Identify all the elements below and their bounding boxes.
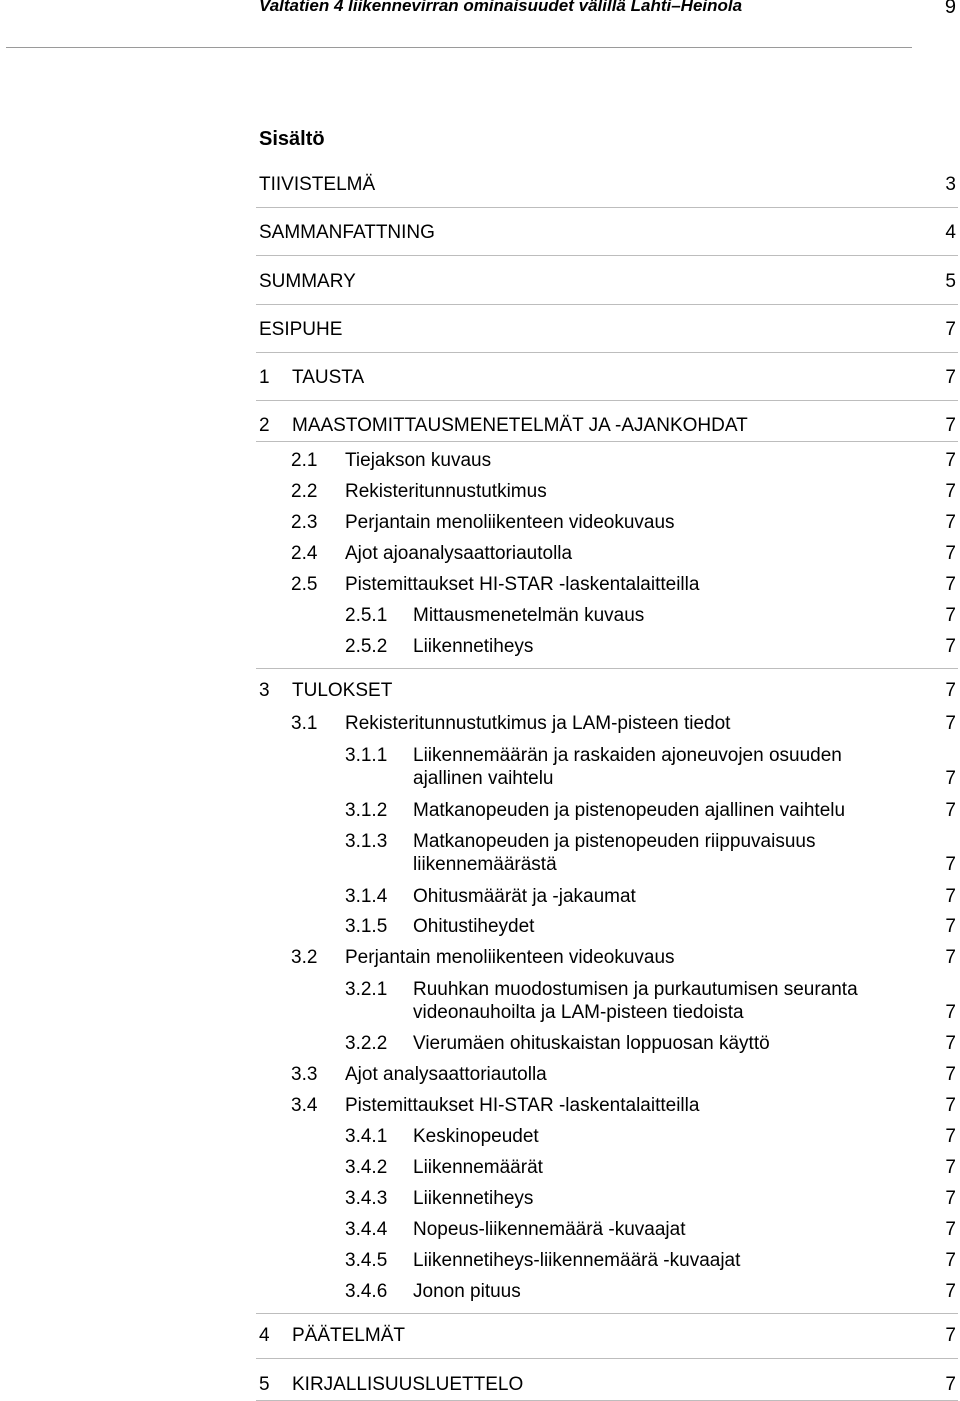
toc-divider	[256, 1313, 958, 1314]
toc-entry-title: Matkanopeuden ja pistenopeuden riippuvaisuus liikennemäärästä	[413, 831, 816, 875]
toc-entry-page: 7	[945, 512, 956, 533]
toc-entry-number: 2.5	[291, 574, 318, 595]
toc-entry-title: TIIVISTELMÄ	[259, 174, 376, 195]
toc-entry-page: 7	[945, 1325, 956, 1346]
toc-entry-title: Perjantain menoliikenteen videokuvaus	[345, 947, 675, 968]
toc-entry-title: Pistemittaukset HI-STAR -laskentalaitteilla	[345, 574, 700, 595]
toc-entry-number: 4	[259, 1325, 270, 1346]
toc-entry-number: 2	[259, 415, 270, 436]
toc-entry-title: Mittausmenetelmän kuvaus	[413, 605, 645, 626]
toc-entry-title: SUMMARY	[259, 271, 356, 292]
toc-entry-page: 7	[945, 636, 956, 657]
toc-entry-page: 7	[945, 916, 956, 937]
page-number: 9	[944, 0, 956, 18]
toc-entry-title: PÄÄTELMÄT	[292, 1325, 405, 1346]
toc-entry-number: 1	[259, 367, 270, 388]
toc-entry-number: 3.2.1	[345, 979, 388, 1000]
toc-entry-number: 2.3	[291, 512, 318, 533]
toc-entry-number: 2.5.1	[345, 605, 388, 626]
toc-entry-page: 7	[945, 1157, 956, 1178]
toc-entry-number: 3.4.6	[345, 1281, 388, 1302]
toc-entry-page: 7	[945, 319, 956, 340]
toc-entry-title: Perjantain menoliikenteen videokuvaus	[345, 512, 675, 533]
toc-entry-page: 7	[945, 947, 956, 968]
toc-entry-number: 3.4.4	[345, 1219, 388, 1240]
toc-entry-title: Pistemittaukset HI-STAR -laskentalaitteilla	[345, 1095, 700, 1116]
toc-divider	[256, 1358, 958, 1359]
toc-divider	[256, 441, 958, 442]
toc-entry-title: Ohitustiheydet	[413, 916, 535, 937]
toc-entry-title: Rekisteritunnustutkimus	[345, 481, 547, 502]
toc-entry-number: 3.4.2	[345, 1157, 388, 1178]
toc-divider	[256, 400, 958, 401]
toc-entry-number: 3.2	[291, 947, 318, 968]
toc-entry-title: Ajot analysaattoriautolla	[345, 1064, 547, 1085]
toc-entry-page: 7	[945, 886, 956, 907]
toc-entry-number: 3.1.5	[345, 916, 388, 937]
toc-entry-title: TULOKSET	[292, 680, 393, 701]
toc-entry-page: 7	[945, 1002, 956, 1023]
toc-entry-page: 7	[945, 543, 956, 564]
toc-entry-title: TAUSTA	[292, 367, 365, 388]
toc-entry-page: 7	[945, 415, 956, 436]
toc-entry-title: KIRJALLISUUSLUETTELO	[292, 1374, 524, 1395]
toc-entry-page: 7	[945, 768, 956, 789]
toc-entry-title: Keskinopeudet	[413, 1126, 539, 1147]
toc-entry-title: SAMMANFATTNING	[259, 222, 435, 243]
toc-entry-title: Liikennetiheys	[413, 1188, 534, 1209]
toc-entry-number: 3.4.5	[345, 1250, 388, 1271]
toc-entry-title: Tiejakson kuvaus	[345, 450, 492, 471]
toc-entry-title: ESIPUHE	[259, 319, 343, 340]
toc-entry-number: 3.1.3	[345, 831, 388, 852]
toc-entry-title: Jonon pituus	[413, 1281, 521, 1302]
toc-entry-number: 3.4.1	[345, 1126, 388, 1147]
toc-entry-page: 5	[945, 271, 956, 292]
toc-entry-number: 3.1.2	[345, 800, 388, 821]
header-divider	[6, 47, 912, 48]
toc-entry-title: Ohitusmäärät ja -jakaumat	[413, 886, 636, 907]
toc-entry-page: 7	[945, 1374, 956, 1395]
toc-entry-page: 7	[945, 1033, 956, 1054]
toc-entry-page: 7	[945, 1250, 956, 1271]
toc-entry-title: Ruuhkan muodostumisen ja purkautumisen seuranta videonauhoilta ja LAM-pisteen tiedoista	[413, 979, 858, 1023]
toc-divider	[256, 255, 958, 256]
toc-entry-page: 7	[945, 450, 956, 471]
toc-entry-title: MAASTOMITTAUSMENETELMÄT JA -AJANKOHDAT	[292, 415, 748, 436]
toc-entry-number: 2.4	[291, 543, 318, 564]
toc-entry-page: 7	[945, 1281, 956, 1302]
toc-entry-page: 7	[945, 481, 956, 502]
toc-divider	[256, 668, 958, 669]
toc-entry-title: Liikennemäärän ja raskaiden ajoneuvojen osuuden ajallinen vaihtelu	[413, 745, 842, 789]
toc-entry-number: 3.4.3	[345, 1188, 388, 1209]
toc-entry-page: 7	[945, 1126, 956, 1147]
toc-entry-page: 7	[945, 367, 956, 388]
toc-entry-title: Ajot ajoanalysaattoriautolla	[345, 543, 573, 564]
toc-entry-page: 7	[945, 680, 956, 701]
toc-entry-title: Liikennetiheys-liikennemäärä -kuvaajat	[413, 1250, 741, 1271]
toc-entry-title: Liikennetiheys	[413, 636, 534, 657]
toc-entry-page: 7	[945, 800, 956, 821]
toc-entry-title: Matkanopeuden ja pistenopeuden ajallinen vaihtelu	[413, 800, 846, 821]
toc-entry-page: 7	[945, 574, 956, 595]
toc-entry-title: Nopeus-liikennemäärä -kuvaajat	[413, 1219, 686, 1240]
toc-entry-title: Vierumäen ohituskaistan loppuosan käyttö	[413, 1033, 770, 1054]
toc-entry-number: 3.2.2	[345, 1033, 388, 1054]
toc-entry-number: 2.1	[291, 450, 318, 471]
toc-entry-title: Liikennemäärät	[413, 1157, 543, 1178]
toc-entry-number: 3.3	[291, 1064, 318, 1085]
toc-entry-number: 3.1.1	[345, 745, 388, 766]
toc-entry-page: 3	[945, 174, 956, 195]
toc-entry-number: 3.1	[291, 713, 318, 734]
toc-entry-number: 2.5.2	[345, 636, 388, 657]
toc-entry-page: 7	[945, 713, 956, 734]
toc-entry-title: Rekisteritunnustutkimus ja LAM-pisteen tiedot	[345, 713, 731, 734]
toc-entry-number: 5	[259, 1374, 270, 1395]
toc-divider	[256, 304, 958, 305]
toc-entry-page: 7	[945, 854, 956, 875]
toc-divider	[256, 207, 958, 208]
toc-entry-number: 2.2	[291, 481, 318, 502]
toc-entry-page: 7	[945, 1188, 956, 1209]
contents-heading: Sisältö	[259, 128, 325, 150]
toc-entry-number: 3.1.4	[345, 886, 388, 907]
toc-entry-number: 3	[259, 680, 270, 701]
toc-entry-number: 3.4	[291, 1095, 318, 1116]
toc-entry-page: 7	[945, 1095, 956, 1116]
toc-entry-page: 7	[945, 605, 956, 626]
toc-entry-page: 4	[945, 222, 956, 243]
toc-entry-page: 7	[945, 1219, 956, 1240]
toc-entry-page: 7	[945, 1064, 956, 1085]
running-header-title: Valtatien 4 liikennevirran ominaisuudet välillä Lahti–Heinola	[259, 0, 743, 15]
toc-divider	[256, 352, 958, 353]
